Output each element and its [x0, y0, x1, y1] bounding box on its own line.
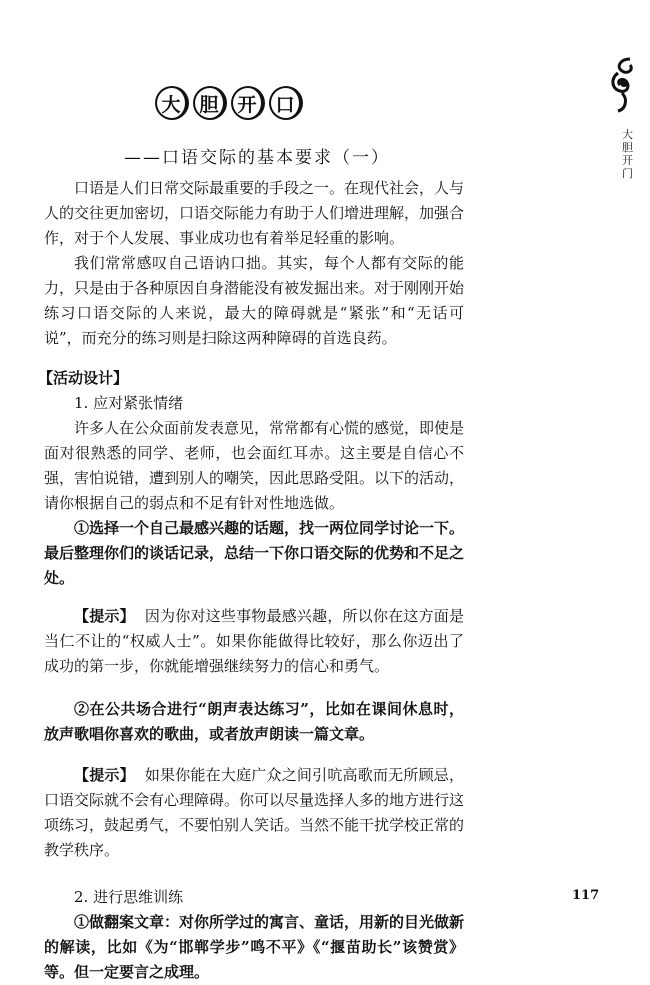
- part1-paragraph: 许多人在公众面前发表意见，常常都有心慌的感觉，即使是面对很熟悉的同学、老师，也会面红耳赤。这主要是自信心不强，害怕说错，遭到别人的嘲笑，因此思路受阻。以下的活动，请你根据自己的弱点和不足有针对性地选做。: [44, 419, 465, 512]
- page-number: 117: [572, 888, 600, 903]
- activity-1: ①做翻案文章：对你所学过的寓言、童话，用新的目光做新的解读，比如《为“邯郸学步”鸣不平》《“揠苗助长”该赞赏》等。但一定要言之成理。: [44, 913, 465, 981]
- body-column: [38, 176, 465, 985]
- tip-text: 如果你能在大庭广众之间引吭高歌而无所顾忌，口语交际就不会有心理障碍。你可以尽量选择人多的地方进行这项练习，鼓起勇气，不要怕别人笑话。当然不能干扰学校正常的教学秩序。: [44, 766, 465, 859]
- intro-paragraph: 口语是人们日常交际最重要的手段之一。在现代社会，人与人的交往更加密切，口语交际能力有助于人们增进理解，加强合作，对于个人发展、事业成功也有着举足轻重的影响。: [44, 179, 465, 247]
- page-title: [155, 86, 303, 120]
- title-char: 大: [155, 86, 189, 120]
- title-char: 胆: [193, 86, 227, 120]
- intro-paragraph: 我们常常感叹自己语讷口拙。其实，每个人都有交际的能力，只是由于各种原因自身潜能没有被发掘出来。对于刚刚开始练习口语交际的人来说，最大的障碍就是“紧张”和“无话可说”，而充分的练习则是扫除这两种障碍的首选良药。: [44, 254, 465, 347]
- tip-text: 因为你对这些事物最感兴趣，所以你在这方面是当仁不让的“权威人士”。如果你能做得比较好，那么你迈出了成功的第一步，你就能增强继续努力的信心和勇气。: [44, 607, 464, 675]
- section-heading: 【活动设计】: [38, 369, 129, 387]
- subtitle: ——口语交际的基本要求（一）: [124, 148, 390, 168]
- tip-2: [44, 763, 464, 863]
- side-tab: 大胆开门: [622, 128, 633, 180]
- activity-1: ①选择一个自己最感兴趣的话题，找一两位同学讨论一下。最后整理你们的谈话记录，总结一下你口语交际的优势和不足之处。: [44, 519, 465, 587]
- part1: [44, 391, 464, 863]
- part2-heading: 2. 进行思维训练: [74, 888, 184, 906]
- tip-1: [44, 604, 464, 679]
- title-char: 口: [269, 86, 303, 120]
- tip-label: 【提示】: [74, 766, 135, 784]
- ornament-icon: [608, 55, 642, 119]
- title-char: 开: [231, 86, 265, 120]
- part1-heading: 1. 应对紧张情绪: [74, 394, 184, 412]
- tip-label: 【提示】: [74, 607, 135, 625]
- activity-2: ②在公共场合进行“朗声表达练习”，比如在课间休息时，放声歌唱你喜欢的歌曲，或者放声朗读一篇文章。: [44, 700, 464, 743]
- part2: [44, 885, 464, 985]
- intro: [44, 176, 464, 351]
